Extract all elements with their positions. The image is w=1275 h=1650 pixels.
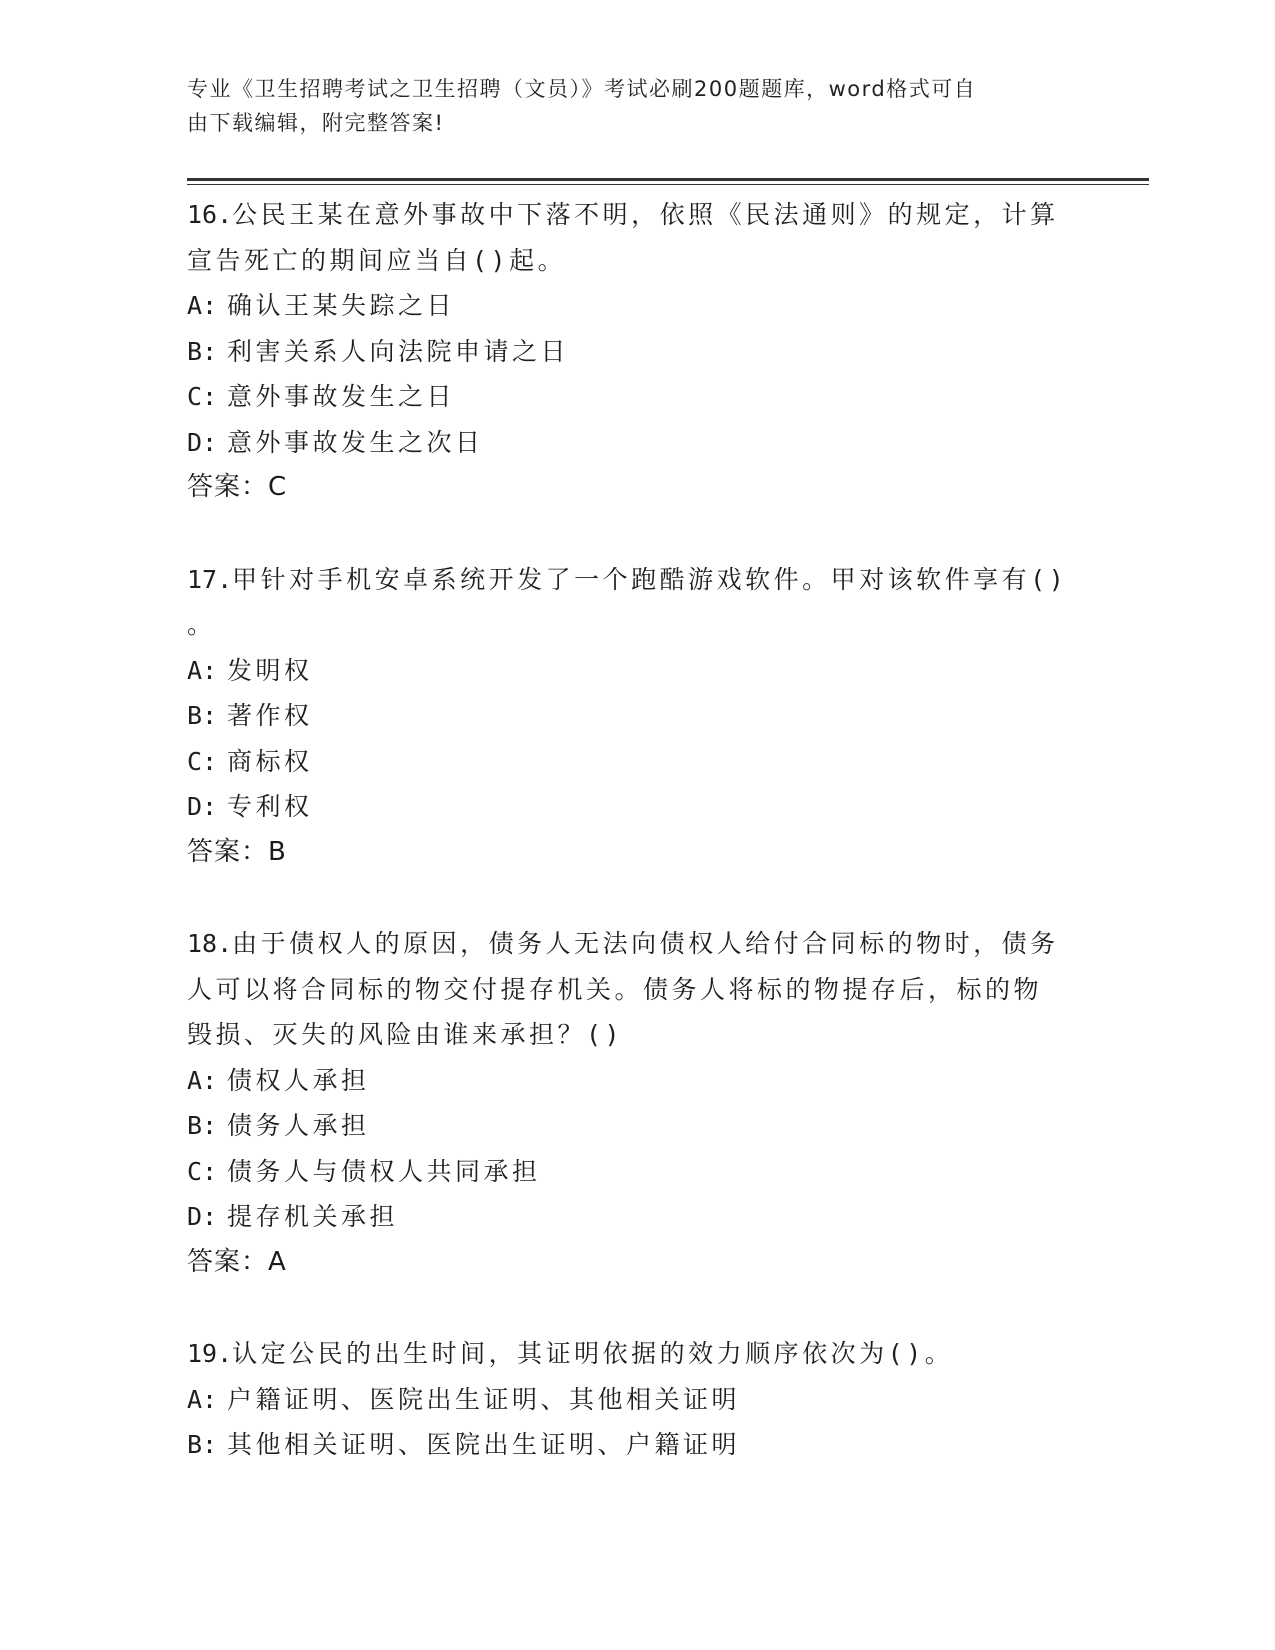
- option-text: 提存机关承担: [227, 1202, 399, 1231]
- option-letter: B:: [187, 701, 218, 730]
- option-text: 其他相关证明、医院出生证明、户籍证明: [227, 1430, 741, 1459]
- question-text: 人可以将合同标的物交付提存机关。债务人将标的物提存后，标的物: [187, 974, 1043, 1004]
- answer-option: [187, 1377, 1087, 1423]
- option-letter: B:: [187, 1111, 218, 1140]
- answer-label: 答案：: [187, 472, 269, 502]
- answer-option: [187, 374, 1087, 420]
- answer-option: [187, 420, 1087, 466]
- answer-line: [187, 830, 1087, 876]
- answer-label: 答案：: [187, 836, 269, 867]
- question-text-line: [187, 238, 1087, 284]
- question-number: 18.: [187, 929, 233, 958]
- option-letter: A:: [187, 291, 218, 320]
- option-letter: C:: [187, 1156, 218, 1186]
- question-text-line: [187, 1331, 1087, 1377]
- answer-option: [187, 1422, 1087, 1468]
- question-number: 17.: [187, 564, 233, 594]
- question-text: 甲针对手机安卓系统开发了一个跑酷游戏软件。甲对该软件享有(): [232, 564, 1068, 594]
- answer-value: B: [268, 836, 286, 867]
- option-text: 意外事故发生之次日: [227, 427, 484, 457]
- header-line-1: 专业《卫生招聘考试之卫生招聘（文员）》考试必刷200题题库，word格式可自: [187, 77, 977, 101]
- option-text: 债务人承担: [227, 1111, 370, 1140]
- option-text: 专利权: [227, 792, 313, 821]
- document-header: [187, 72, 1087, 140]
- option-text: 确认王某失踪之日: [227, 291, 456, 320]
- header-rule-thin: [187, 184, 1149, 185]
- option-text: 债务人与债权人共同承担: [227, 1156, 541, 1186]
- answer-option: [187, 739, 1087, 785]
- question-text-line: [187, 192, 1087, 238]
- question-block: [187, 921, 1087, 1285]
- answer-label: 答案：: [187, 1246, 269, 1277]
- answer-option: [187, 283, 1087, 329]
- answer-value: C: [268, 472, 287, 502]
- header-line-2: 由下载编辑，附完整答案!: [187, 111, 445, 135]
- option-letter: D:: [187, 1202, 218, 1231]
- answer-option: [187, 784, 1087, 830]
- question-text-line: [187, 921, 1087, 967]
- option-letter: A:: [187, 1384, 218, 1414]
- question-block: [187, 192, 1087, 511]
- question-text-line: [187, 557, 1087, 603]
- answer-line: [187, 465, 1087, 511]
- answer-line: [187, 1240, 1087, 1286]
- question-text: 认定公民的出生时间，其证明依据的效力顺序依次为()。: [232, 1339, 954, 1368]
- option-text: 债权人承担: [227, 1065, 370, 1095]
- question-text: 由于债权人的原因，债务人无法向债权人给付合同标的物时，债务: [232, 929, 1059, 958]
- answer-value: A: [268, 1246, 286, 1277]
- question-block: [187, 1331, 1087, 1468]
- question-text-line: [187, 1012, 1087, 1058]
- question-block: [187, 557, 1087, 876]
- option-text: 发明权: [227, 655, 313, 685]
- option-text: 著作权: [227, 701, 313, 730]
- option-letter: C:: [187, 746, 218, 776]
- option-letter: A:: [187, 1065, 218, 1095]
- question-number: 19.: [187, 1339, 233, 1368]
- question-text: 宣告死亡的期间应当自()起。: [187, 245, 567, 275]
- option-letter: C:: [187, 382, 218, 411]
- option-letter: B:: [187, 1430, 218, 1459]
- question-number: 16.: [187, 200, 233, 229]
- answer-option: [187, 648, 1087, 694]
- answer-option: [187, 693, 1087, 739]
- answer-option: [187, 1103, 1087, 1149]
- option-text: 意外事故发生之日: [227, 382, 456, 411]
- option-letter: D:: [187, 427, 218, 457]
- answer-option: [187, 1149, 1087, 1195]
- question-text-line: [187, 967, 1087, 1013]
- option-letter: A:: [187, 655, 218, 685]
- option-letter: B:: [187, 336, 218, 366]
- option-text: 利害关系人向法院申请之日: [227, 336, 570, 366]
- answer-option: [187, 329, 1087, 375]
- option-letter: D:: [187, 792, 218, 821]
- answer-option: [187, 1058, 1087, 1104]
- option-text: 商标权: [227, 746, 313, 776]
- question-text: 公民王某在意外事故中下落不明，依照《民法通则》的规定，计算: [232, 200, 1059, 229]
- question-text-line: [187, 602, 1087, 648]
- question-list: [187, 192, 1087, 1514]
- option-text: 户籍证明、医院出生证明、其他相关证明: [227, 1384, 741, 1414]
- question-text: 毁损、灭失的风险由谁来承担？(): [187, 1020, 624, 1049]
- answer-option: [187, 1194, 1087, 1240]
- header-rule-thick: [187, 178, 1149, 181]
- question-text: 。: [187, 610, 216, 639]
